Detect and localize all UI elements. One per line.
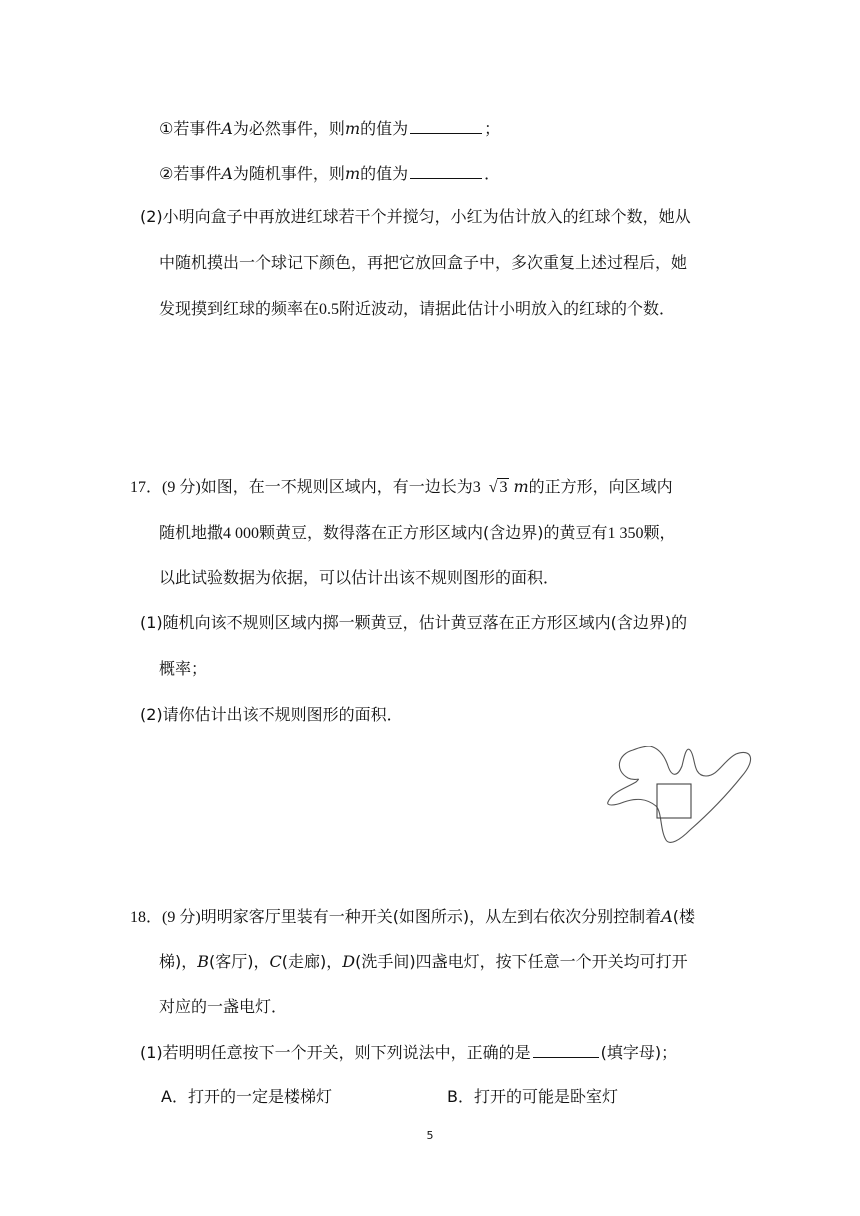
radicand: 3 bbox=[499, 479, 508, 496]
sqrt-expression bbox=[489, 476, 510, 499]
var-a: A bbox=[661, 907, 673, 926]
q18-part1 bbox=[140, 1041, 677, 1064]
text: 的正方形，向区域内 bbox=[528, 477, 673, 496]
text: 为随机事件，则 bbox=[232, 164, 345, 183]
text: (洗手间)四盏电灯，按下任意一个开关均可打开 bbox=[355, 952, 688, 971]
irregular-region-figure bbox=[606, 746, 756, 846]
text: 颗黄豆，数得落在正方形区域内(含边界)的黄豆有 bbox=[259, 523, 608, 542]
text: (楼 bbox=[672, 907, 695, 926]
text: (走廊)， bbox=[281, 952, 343, 971]
irregular-region-outline bbox=[608, 746, 751, 842]
var-d: D bbox=[342, 952, 356, 971]
text: (填字母)； bbox=[600, 1043, 678, 1062]
q18-option-a: A．打开的一定是楼梯灯 bbox=[161, 1087, 332, 1106]
number: 3 bbox=[472, 479, 481, 496]
text: 附近波动，请据此估计小明放入的红球的个数． bbox=[339, 299, 676, 318]
answer-blank bbox=[410, 162, 482, 179]
q17-line3: 以此试验数据为依据，可以估计出该不规则图形的面积． bbox=[159, 568, 560, 587]
q16-item2 bbox=[159, 162, 500, 185]
text: 随机地撒 bbox=[159, 523, 224, 542]
q17-line2 bbox=[159, 522, 676, 545]
score: (9 分) bbox=[162, 479, 201, 496]
q16-part2-line2: 中随机摸出一个球记下颜色，再把它放回盒子中，多次重复上述过程后，她 bbox=[159, 253, 688, 272]
q18-line3: 对应的一盏电灯． bbox=[159, 997, 288, 1016]
text: ②若事件 bbox=[159, 164, 222, 183]
q17-part1-line2: 概率； bbox=[159, 659, 208, 678]
q16-part2-line1: (2)小明向盒子中再放进红球若干个并搅匀，小红为估计放入的红球个数，她从 bbox=[140, 207, 691, 226]
page-number: 5 bbox=[426, 1129, 434, 1142]
text: 颗， bbox=[643, 523, 676, 542]
q16-item1 bbox=[159, 117, 500, 140]
q17-part2: (2)请你估计出该不规则图形的面积． bbox=[140, 705, 403, 724]
text: 如图，在一不规则区域内，有一边长为 bbox=[200, 477, 473, 496]
number: 4 000 bbox=[223, 525, 260, 542]
text: 的值为 bbox=[360, 119, 409, 138]
answer-blank bbox=[533, 1041, 599, 1058]
text: (客厅)， bbox=[209, 952, 270, 971]
text: 的值为 bbox=[360, 164, 409, 183]
q17-line1 bbox=[130, 476, 673, 499]
text: ； bbox=[484, 119, 501, 138]
number: 1 350 bbox=[607, 525, 644, 542]
q18-line2 bbox=[159, 951, 688, 973]
text: 梯)， bbox=[159, 952, 198, 971]
text: ． bbox=[484, 164, 501, 183]
text: 发现摸到红球的频率在 bbox=[159, 299, 320, 318]
var-b: B bbox=[197, 952, 210, 971]
q17-part1-line1: (1)随机向该不规则区域内掷一颗黄豆，估计黄豆落在正方形区域内(含边界)的 bbox=[140, 613, 688, 632]
var-c: C bbox=[269, 952, 282, 971]
unit-m: m bbox=[513, 477, 529, 496]
var-a: A bbox=[221, 119, 233, 138]
q16-part2-line3 bbox=[159, 298, 675, 321]
text: 明明家客厅里装有一种开关(如图所示)，从左到右依次分别控制着 bbox=[200, 907, 662, 926]
text: (1)若明明任意按下一个开关，则下列说法中，正确的是 bbox=[140, 1043, 531, 1062]
var-m: m bbox=[344, 164, 361, 183]
sqrt-sign: √ bbox=[488, 479, 498, 496]
square bbox=[657, 784, 691, 818]
score: (9 分) bbox=[162, 909, 201, 926]
var-m: m bbox=[344, 119, 361, 138]
text: ①若事件 bbox=[159, 119, 222, 138]
var-a: A bbox=[221, 164, 233, 183]
question-number: 17． bbox=[130, 479, 163, 496]
answer-blank bbox=[410, 117, 482, 134]
q18-line1 bbox=[130, 906, 695, 929]
question-number: 18． bbox=[130, 909, 163, 926]
q18-option-b: B．打开的可能是卧室灯 bbox=[447, 1087, 618, 1106]
number: 0.5 bbox=[319, 301, 340, 318]
text: 为必然事件，则 bbox=[232, 119, 345, 138]
